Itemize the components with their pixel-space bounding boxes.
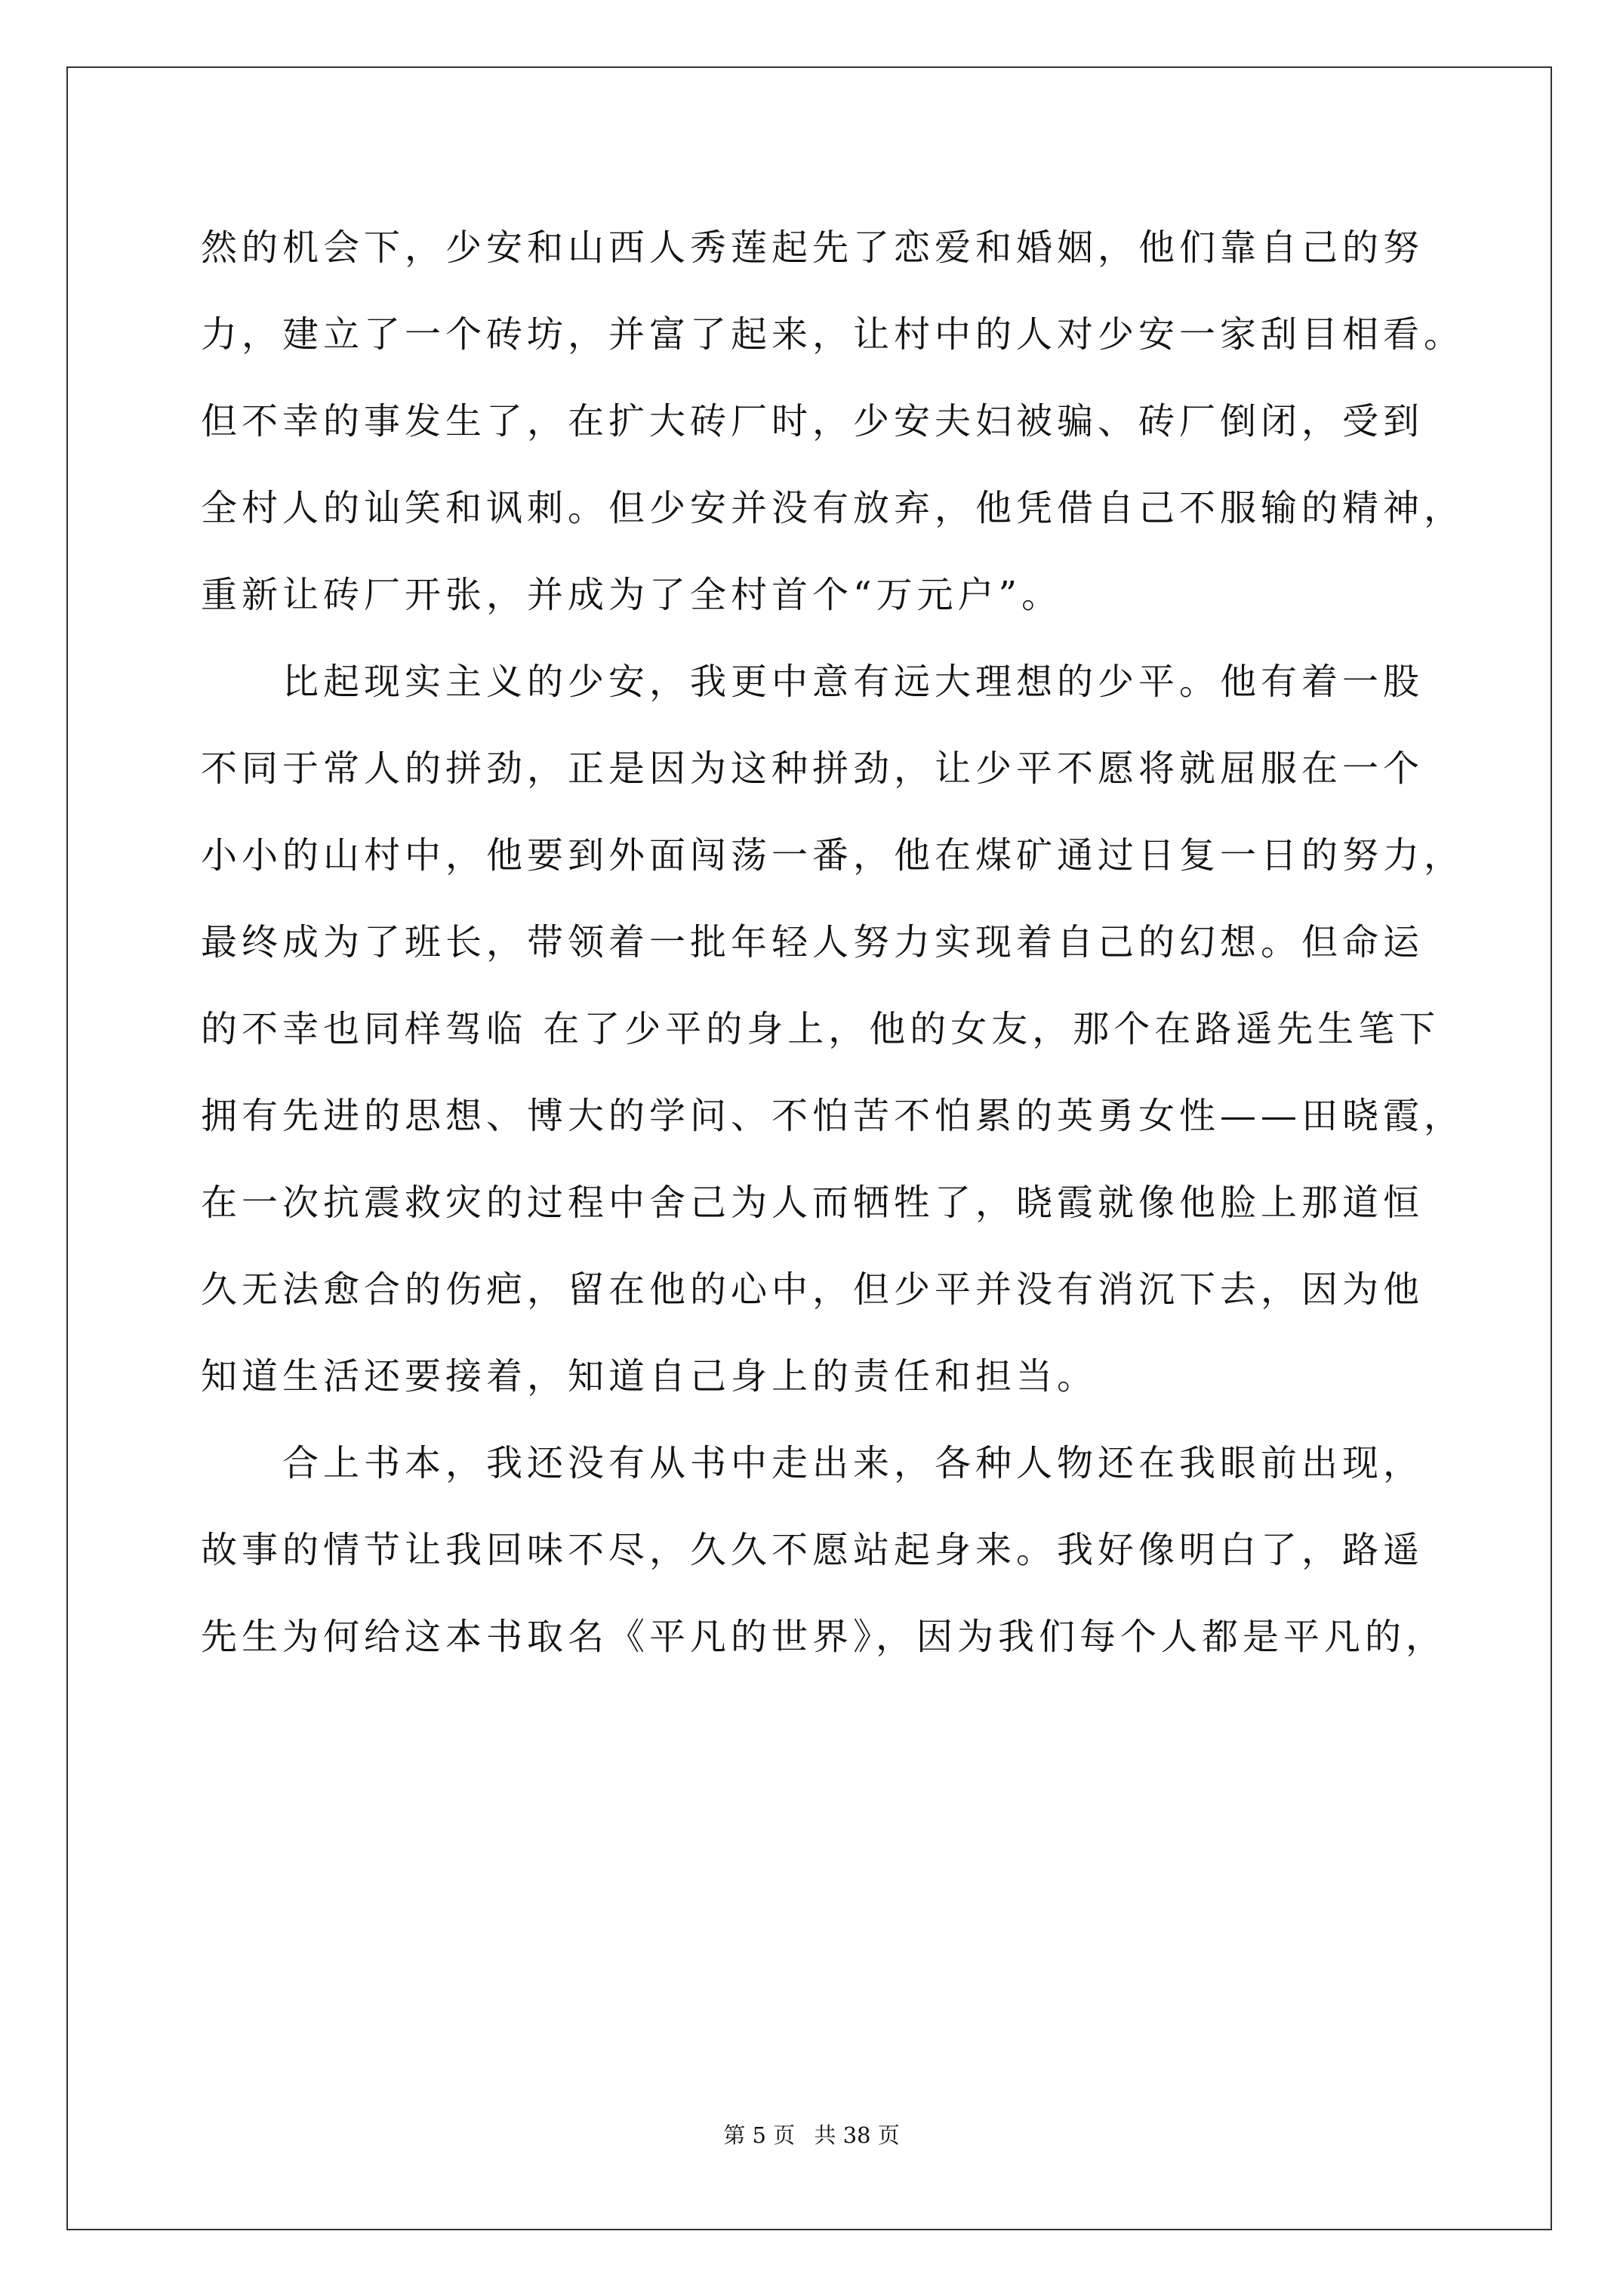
text-line: 重新让砖厂开张，并成为了全村首个“万元户”。 [201,574,1063,616]
text-line: 故事的情节让我回味不尽，久久不愿站起身来。我好像明白了，路遥 [201,1529,1424,1571]
text-line: 全村人的讪笑和讽刺。但少安并没有放弃，他凭借自己不服输的精神， [201,487,1465,529]
page-footer [0,2120,1623,2150]
text-line: 久无法愈合的伤疤，留在他的心中，但少平并没有消沉下去，因为他 [201,1268,1424,1311]
text-line: 不同于常人的拼劲，正是因为这种拼劲，让少平不愿将就屈服在一个 [201,747,1424,790]
text-line: 然的机会下，少安和山西人秀莲起先了恋爱和婚姻，他们靠自己的努 [201,227,1424,269]
text-line: 知道生活还要接着，知道自己身上的责任和担当。 [201,1355,1098,1398]
page-total: 共 38 页 [814,2122,900,2148]
text-line: 合上书本，我还没有从书中走出来，各种人物还在我眼前出现， [282,1442,1424,1484]
text-line: 小小的山村中，他要到外面闯荡一番，他在煤矿通过日复一日的努力， [201,834,1465,877]
text-line: 比起现实主义的少安，我更中意有远大理想的少平。他有着一股 [282,661,1424,703]
body-text [201,220,1465,1697]
text-line: 最终成为了班长，带领着一批年轻人努力实现着自己的幻想。但命运 [201,921,1424,963]
text-line: 在一次抗震救灾的过程中舍己为人而牺牲了，晓霞就像他脸上那道恒 [201,1182,1424,1224]
page-number: 第 5 页 [723,2122,796,2148]
text-line: 拥有先进的思想、博大的学问、不怕苦不怕累的英勇女性——田晓霞， [201,1095,1465,1137]
text-line: 但不幸的事发生了，在扩大砖厂时，少安夫妇被骗、砖厂倒闭，受到 [201,400,1424,442]
text-line: 的不幸也同样驾临 在了少平的身上，他的女友，那个在路遥先生笔下 [201,1008,1440,1050]
text-line: 力，建立了一个砖坊，并富了起来，让村中的人对少安一家刮目相看。 [201,313,1465,356]
text-line: 先生为何给这本书取名《平凡的世界》，因为我们每个人都是平凡的， [201,1616,1447,1658]
